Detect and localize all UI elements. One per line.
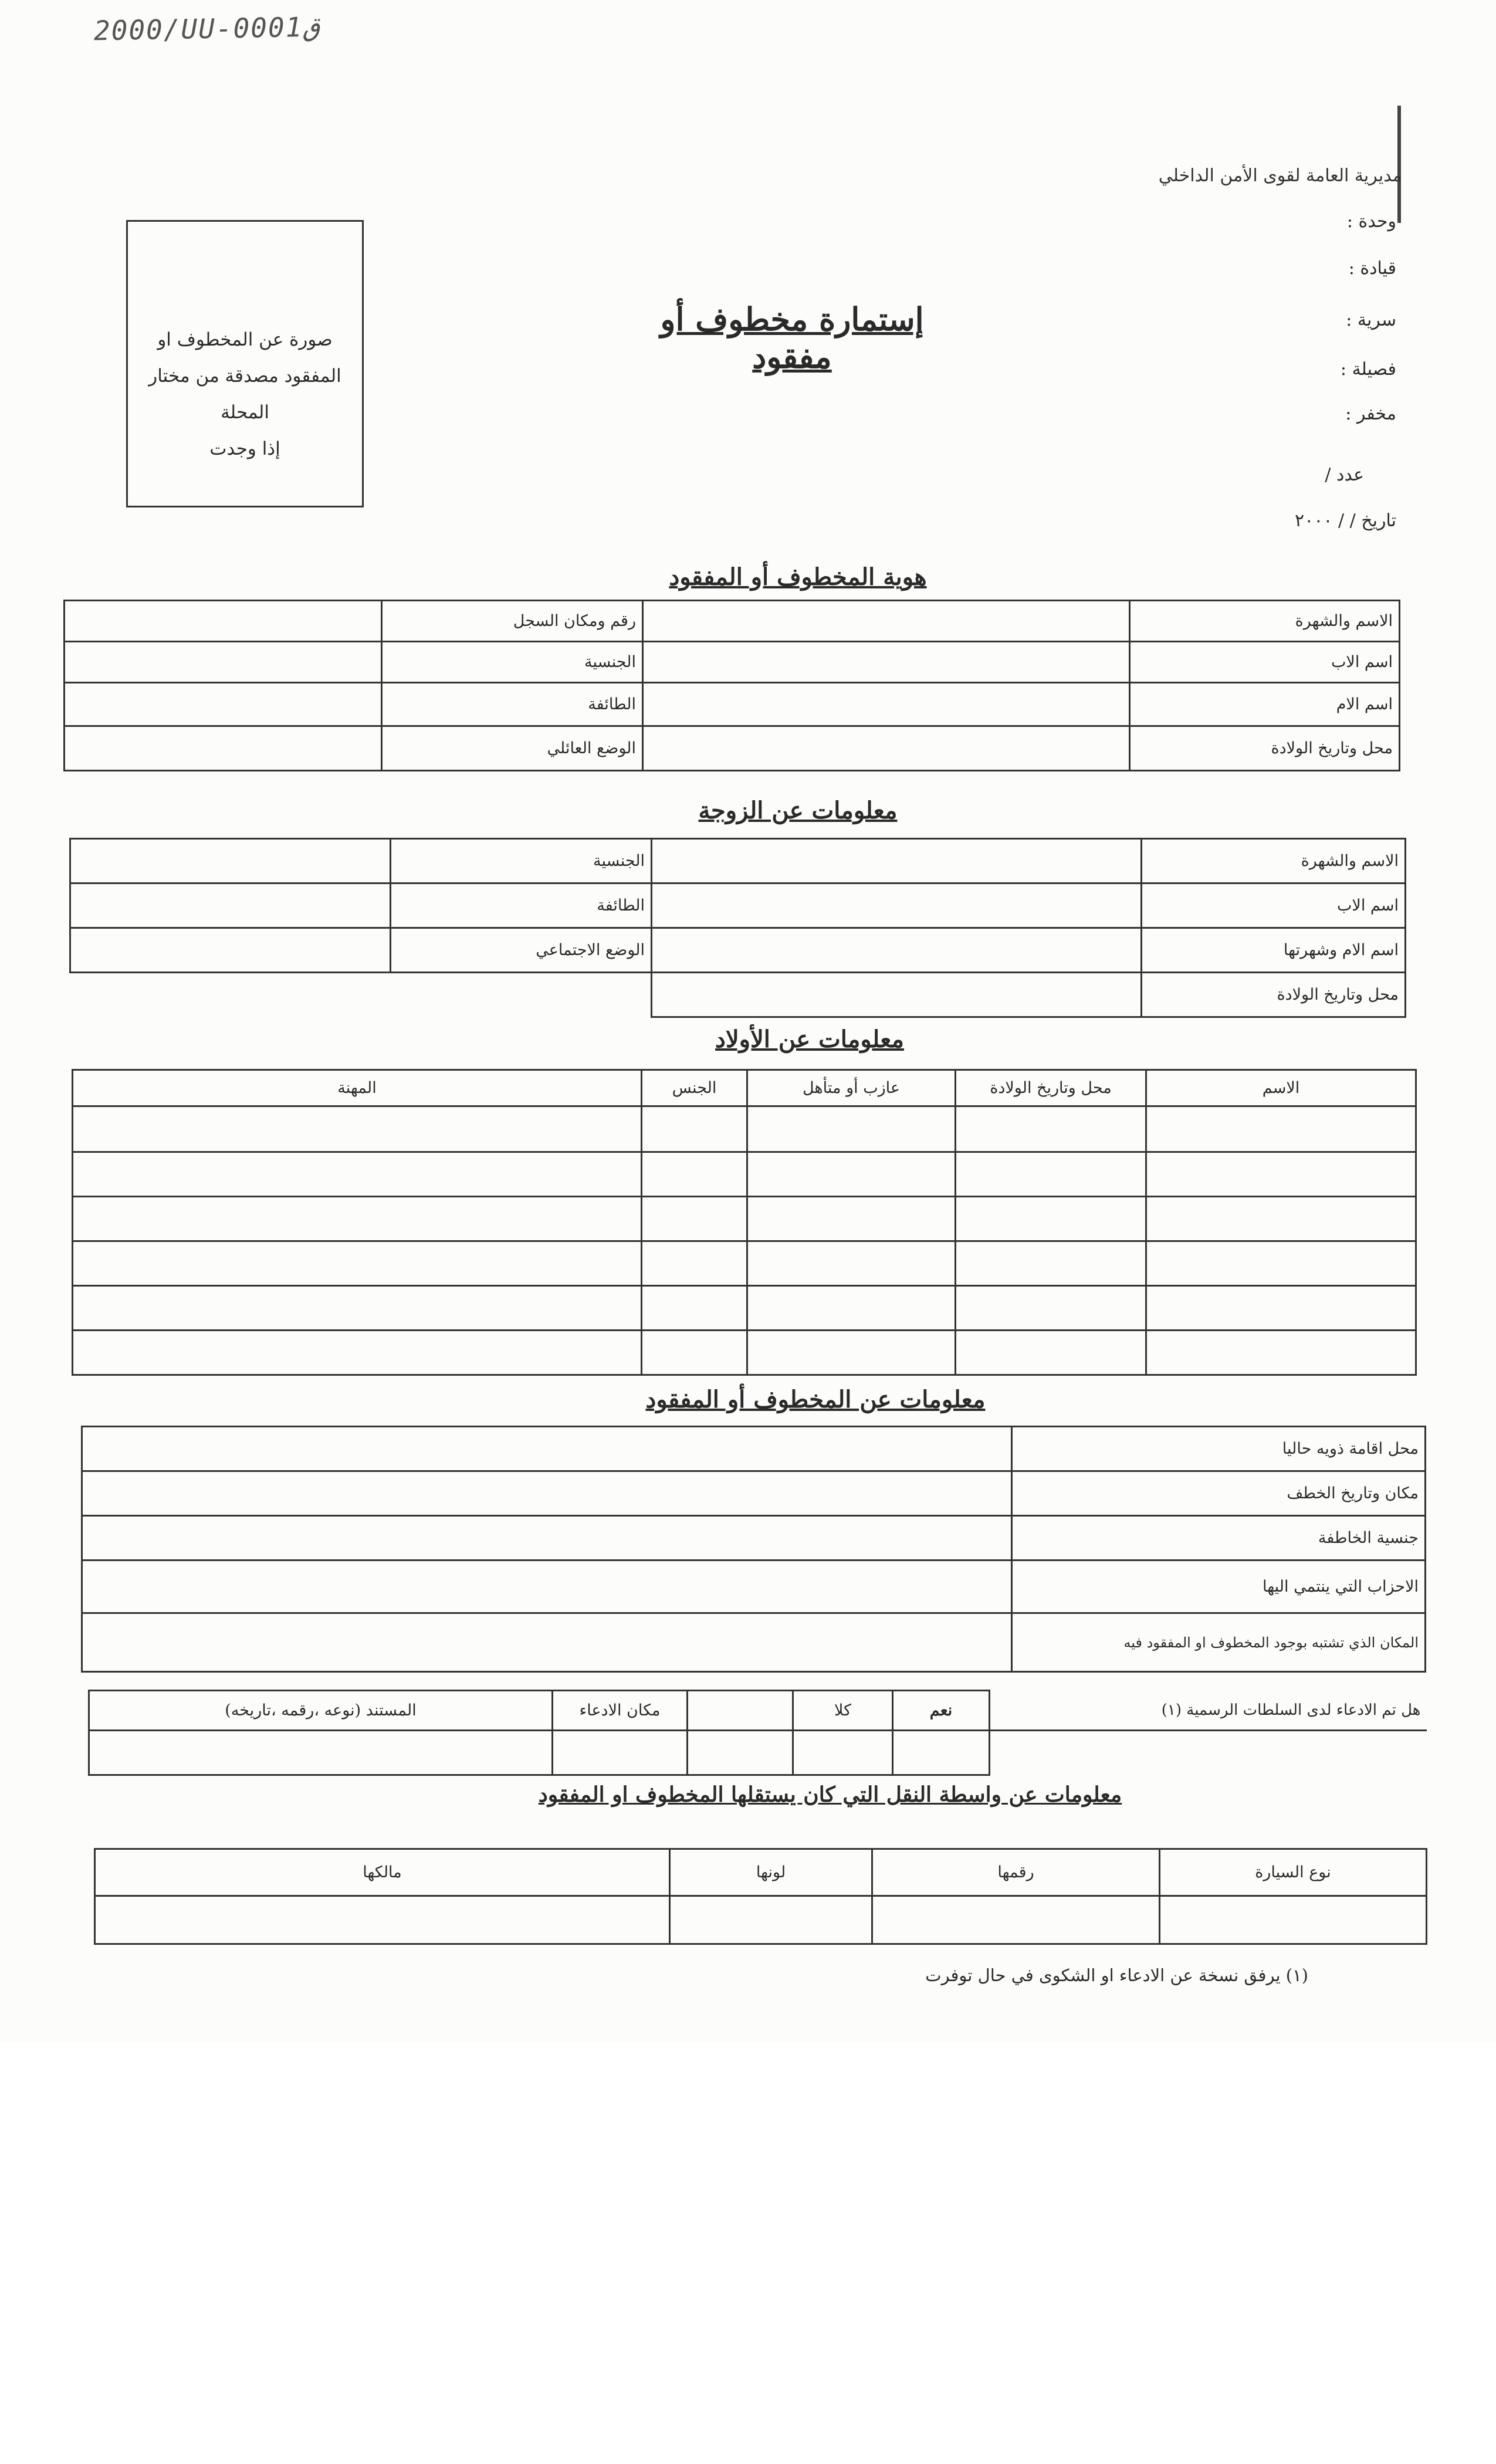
yes-answer-field[interactable] (893, 1731, 990, 1775)
footnote: (١) يرفق نسخة عن الادعاء او الشكوى في حال توفرت (925, 1965, 1308, 1985)
spouse-label: الوضع الاجتماعي (391, 928, 652, 973)
child-job-field[interactable] (73, 1331, 642, 1375)
claim-blank-field[interactable] (688, 1731, 793, 1775)
table-row (73, 1331, 1416, 1375)
document-label: المستند (نوعه ،رقمه ،تاريخه) (89, 1691, 553, 1731)
child-job-field[interactable] (73, 1106, 642, 1152)
child-job-field[interactable] (73, 1152, 642, 1197)
identity-label: محل وتاريخ الولادة (1130, 726, 1400, 771)
no-answer-field[interactable] (793, 1731, 893, 1775)
missing-info-value-field[interactable] (82, 1427, 1012, 1471)
missing-info-label: الاحزاب التي ينتمي اليها (1012, 1561, 1426, 1613)
child-marital-field[interactable] (747, 1106, 956, 1152)
identity-label: الطائفة (382, 683, 643, 726)
identity-table (63, 600, 1400, 771)
table-row (70, 973, 1406, 1017)
missing-info-table (81, 1426, 1426, 1673)
column-header: رقمها (872, 1849, 1160, 1896)
spouse-value-field[interactable] (652, 884, 1142, 928)
claim-question: هل تم الادعاء لدى السلطات الرسمية (١) (990, 1691, 1427, 1731)
child-marital-field[interactable] (747, 1152, 956, 1197)
table-header-row (95, 1849, 1427, 1896)
reference-number: 2000/UU-0001ق (93, 11, 320, 47)
column-header: لونها (670, 1849, 872, 1896)
post-label: مخفر : (1345, 404, 1396, 424)
child-sex-field[interactable] (642, 1331, 747, 1375)
command-label: قيادة : (1348, 258, 1396, 279)
photo-instructions-line: صورة عن المخطوف او (157, 329, 333, 350)
spouse-label: اسم الام وشهرتها (1142, 928, 1406, 973)
spouse-label: محل وتاريخ الولادة (1142, 973, 1406, 1017)
identity-label: الاسم والشهرة (1130, 601, 1400, 642)
table-row (82, 1471, 1426, 1516)
claim-blank-field[interactable] (688, 1691, 793, 1731)
identity-value-field[interactable] (65, 642, 382, 683)
table-row (95, 1896, 1427, 1944)
document-field[interactable] (89, 1731, 553, 1775)
child-sex-field[interactable] (642, 1286, 747, 1331)
table-row (89, 1731, 1427, 1775)
vehicle-table (94, 1848, 1427, 1945)
claim-place-label: مكان الادعاء (553, 1691, 688, 1731)
missing-info-label: جنسية الخاطفة (1012, 1516, 1426, 1561)
child-birth-field[interactable] (956, 1106, 1146, 1152)
child-marital-field[interactable] (747, 1286, 956, 1331)
missing-info-label: مكان وتاريخ الخطف (1012, 1471, 1426, 1516)
column-header: محل وتاريخ الولادة (956, 1070, 1146, 1106)
table-row (82, 1613, 1426, 1672)
no-label: كلا (793, 1691, 893, 1731)
directorate-name: مديرية العامة لقوى الأمن الداخلي (1158, 165, 1402, 186)
column-header: الاسم (1146, 1070, 1416, 1106)
child-birth-field[interactable] (956, 1241, 1146, 1286)
child-birth-field[interactable] (956, 1331, 1146, 1375)
child-birth-field[interactable] (956, 1152, 1146, 1197)
child-name-field[interactable] (1146, 1152, 1416, 1197)
date-label: تاريخ / / ٢٠٠٠ (1295, 510, 1396, 531)
child-name-field[interactable] (1146, 1241, 1416, 1286)
missing-info-label: محل اقامة ذويه حاليا (1012, 1427, 1426, 1471)
vehicle-number-field[interactable] (872, 1896, 1160, 1944)
children-table (72, 1069, 1417, 1376)
photo-instructions (140, 321, 350, 467)
table-row (82, 1427, 1426, 1471)
identity-label: رقم ومكان السجل (382, 601, 643, 642)
photo-instructions-line: إذا وجدت (209, 438, 280, 459)
child-birth-field[interactable] (956, 1286, 1146, 1331)
child-birth-field[interactable] (956, 1197, 1146, 1241)
vehicle-owner-field[interactable] (95, 1896, 670, 1944)
child-job-field[interactable] (73, 1241, 642, 1286)
spouse-label: اسم الاب (1142, 884, 1406, 928)
missing-info-section-title: معلومات عن المخطوف أو المفقود (645, 1386, 986, 1413)
child-sex-field[interactable] (642, 1152, 747, 1197)
identity-value-field[interactable] (643, 683, 1130, 726)
column-header: مالكها (95, 1849, 670, 1896)
spouse-value-field[interactable] (652, 839, 1142, 884)
children-section-title: معلومات عن الأولاد (715, 1025, 904, 1053)
number-label: عدد / (1325, 465, 1364, 485)
column-header: عازب أو متأهل (747, 1070, 956, 1106)
identity-section-title: هوية المخطوف أو المفقود (669, 563, 927, 591)
table-row (70, 884, 1406, 928)
child-name-field[interactable] (1146, 1197, 1416, 1241)
spouse-label: الاسم والشهرة (1142, 839, 1406, 884)
unit-label: وحدة : (1346, 211, 1396, 232)
child-name-field[interactable] (1146, 1106, 1416, 1152)
column-header: نوع السيارة (1160, 1849, 1427, 1896)
column-header: المهنة (73, 1070, 642, 1106)
empty-cell (990, 1731, 1427, 1775)
table-row (70, 839, 1406, 884)
spouse-table (69, 838, 1406, 1018)
child-sex-field[interactable] (642, 1106, 747, 1152)
missing-info-value-field[interactable] (82, 1561, 1012, 1613)
spouse-label: الطائفة (391, 884, 652, 928)
identity-value-field[interactable] (65, 726, 382, 771)
identity-value-field[interactable] (65, 601, 382, 642)
missing-info-value-field[interactable] (82, 1471, 1012, 1516)
table-header-row (73, 1070, 1416, 1106)
identity-value-field[interactable] (643, 601, 1130, 642)
table-row (65, 726, 1400, 771)
spouse-value-field[interactable] (70, 884, 391, 928)
missing-info-value-field[interactable] (82, 1613, 1012, 1672)
table-row (73, 1241, 1416, 1286)
child-job-field[interactable] (73, 1286, 642, 1331)
vehicle-color-field[interactable] (670, 1896, 872, 1944)
vehicle-section-title: معلومات عن واسطة النقل التي كان يستقلها المخطوف او المفقود (538, 1782, 1122, 1807)
identity-value-field[interactable] (65, 683, 382, 726)
table-row (89, 1691, 1427, 1731)
table-row (70, 928, 1406, 973)
child-sex-field[interactable] (642, 1197, 747, 1241)
table-row (65, 683, 1400, 726)
identity-value-field[interactable] (643, 642, 1130, 683)
vehicle-type-field[interactable] (1160, 1896, 1427, 1944)
yes-label: نعم (893, 1691, 990, 1731)
identity-label: اسم الام (1130, 683, 1400, 726)
identity-label: الوضع العائلي (382, 726, 643, 771)
form-title: إستمارة مخطوف أو مفقود (660, 300, 924, 375)
table-row (82, 1561, 1426, 1613)
identity-label: اسم الاب (1130, 642, 1400, 683)
missing-info-label: المكان الذي تشتبه بوجود المخطوف او المفقود فيه (1012, 1613, 1426, 1672)
table-row (73, 1197, 1416, 1241)
spouse-section-title: معلومات عن الزوجة (698, 797, 898, 824)
identity-label: الجنسية (382, 642, 643, 683)
claim-place-field[interactable] (553, 1731, 688, 1775)
photo-instructions-line: المفقود مصدقة من مختار المحلة (148, 365, 341, 423)
table-row (82, 1516, 1426, 1561)
child-marital-field[interactable] (747, 1197, 956, 1241)
photo-box (126, 220, 364, 507)
spouse-value-field[interactable] (652, 928, 1142, 973)
child-name-field[interactable] (1146, 1286, 1416, 1331)
table-row (73, 1152, 1416, 1197)
child-name-field[interactable] (1146, 1331, 1416, 1375)
child-sex-field[interactable] (642, 1241, 747, 1286)
squad-label: فصيلة : (1340, 359, 1396, 380)
missing-info-value-field[interactable] (82, 1516, 1012, 1561)
table-row (73, 1286, 1416, 1331)
column-header: الجنس (642, 1070, 747, 1106)
scan-background-bottom (0, 2042, 1496, 2464)
spouse-value-field[interactable] (70, 928, 391, 973)
company-label: سرية : (1346, 310, 1396, 330)
spouse-value-field[interactable] (652, 973, 1142, 1017)
table-row (73, 1106, 1416, 1152)
child-job-field[interactable] (73, 1197, 642, 1241)
spouse-label: الجنسية (391, 839, 652, 884)
empty-cell (70, 973, 652, 1017)
claim-table (88, 1690, 1427, 1776)
table-row (65, 642, 1400, 683)
scan-edge-mark (1397, 106, 1401, 223)
child-marital-field[interactable] (747, 1331, 956, 1375)
identity-value-field[interactable] (643, 726, 1130, 771)
spouse-value-field[interactable] (70, 839, 391, 884)
table-row (65, 601, 1400, 642)
child-marital-field[interactable] (747, 1241, 956, 1286)
